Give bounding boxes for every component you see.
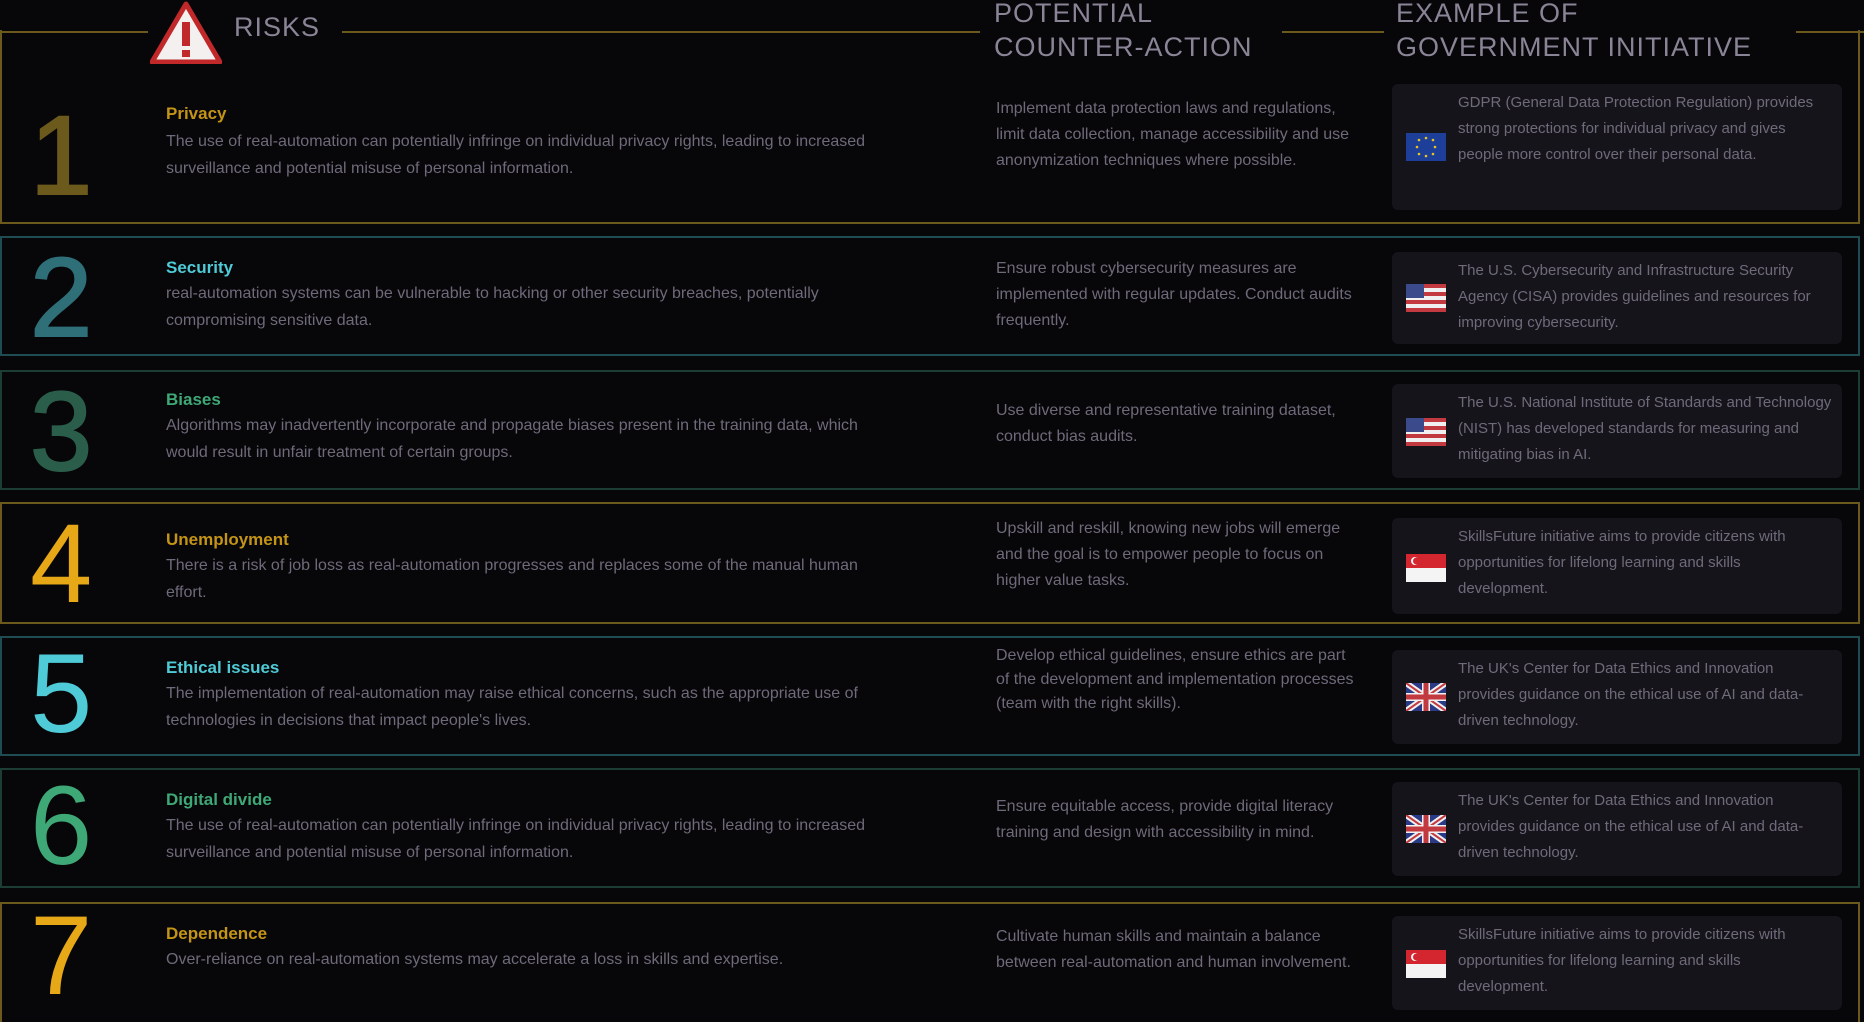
counter-action-text: Implement data protection laws and regulations, limit data collection, manage accessibility and use anonymization techniques where possible.: [996, 100, 1350, 169]
risk-row: [0, 369, 1860, 494]
initiative-text: SkillsFuture initiative aims to provide citizens with opportunities for lifelong learning and skills development.: [1458, 528, 1786, 597]
risk-description: The use of real-automation can potentially infringe on individual privacy rights, leading to increased surveillance and potential misuse of personal information.: [166, 817, 866, 861]
initiative-text: The UK's Center for Data Ethics and Innovation provides guidance on the ethical use of AI and data-driven technology.: [1458, 792, 1804, 861]
initiative-card: [1392, 84, 1842, 210]
initiative-card: [1392, 650, 1842, 744]
uk-flag-icon: [1406, 815, 1446, 843]
initiative-text: The U.S. National Institute of Standards and Technology (NIST) has developed standards for measuring and mitigating bias in AI.: [1458, 394, 1832, 463]
risk-title: Unemployment: [166, 530, 289, 549]
initiative-card: [1392, 916, 1842, 1010]
sg-flag-icon: [1406, 950, 1446, 978]
risk-description: Over-reliance on real-automation systems may accelerate a loss in skills and expertise.: [166, 951, 784, 968]
risk-row: [0, 893, 1860, 1022]
risk-title: Digital divide: [166, 790, 272, 809]
risk-title: Privacy: [166, 104, 227, 123]
risk-number: 7: [30, 893, 93, 1018]
initiative-text: The UK's Center for Data Ethics and Innovation provides guidance on the ethical use of AI and data-driven technology.: [1458, 660, 1804, 729]
risk-row: [0, 30, 1860, 224]
risk-description: The implementation of real-automation may raise ethical concerns, such as the appropriate use of technologies in decisions that impact people's lives.: [166, 685, 858, 729]
risk-number: 3: [30, 369, 93, 494]
counter-action-text: Ensure equitable access, provide digital literacy training and design with accessibility in mind.: [996, 798, 1334, 841]
initiative-text: GDPR (General Data Protection Regulation) provides strong protections for individual privacy and gives people more control over their personal data.: [1458, 94, 1814, 163]
counter-action-text: Cultivate human skills and maintain a balance between real-automation and human involvement.: [996, 928, 1351, 971]
risk-description: Algorithms may inadvertently incorporate and propagate biases present in the training data, which would result in unfair treatment of certain groups.: [166, 417, 858, 461]
risk-title: Dependence: [166, 924, 268, 943]
us-flag-icon: [1406, 284, 1446, 312]
risk-number: 2: [30, 235, 93, 360]
initiative-text: The U.S. Cybersecurity and Infrastructure Security Agency (CISA) provides guidelines and resources for improving cybersecurity.: [1458, 262, 1811, 331]
initiative-card: [1392, 782, 1842, 876]
eu-flag-icon: [1406, 133, 1446, 161]
header-counter-action: POTENTIAL COUNTER-ACTION: [994, 0, 1253, 62]
risk-number: 5: [30, 631, 93, 756]
risk-description: The use of real-automation can potentially infringe on individual privacy rights, leading to increased surveillance and potential misuse of personal information.: [166, 133, 866, 177]
risk-row: [0, 763, 1860, 888]
initiative-card: [1392, 384, 1842, 478]
risk-description: There is a risk of job loss as real-automation progresses and replaces some of the manual human effort.: [166, 557, 858, 601]
risk-number: 4: [30, 501, 93, 626]
initiative-text: SkillsFuture initiative aims to provide citizens with opportunities for lifelong learning and skills development.: [1458, 926, 1786, 995]
counter-action-text: Develop ethical guidelines, ensure ethics are part of the development and implementation processes (team with the right skills).: [996, 647, 1354, 712]
risk-title: Biases: [166, 390, 221, 409]
header-risks: RISKS: [234, 12, 321, 42]
sg-flag-icon: [1406, 554, 1446, 582]
us-flag-icon: [1406, 418, 1446, 446]
risk-row: [0, 235, 1860, 360]
header-government-initiative: EXAMPLE OF GOVERNMENT INITIATIVE: [1396, 0, 1753, 62]
counter-action-text: Ensure robust cybersecurity measures are implemented with regular updates. Conduct audits frequently.: [996, 260, 1352, 329]
uk-flag-icon: [1406, 683, 1446, 711]
counter-action-text: Upskill and reskill, knowing new jobs will emerge and the goal is to empower people to focus on higher value tasks.: [996, 520, 1341, 589]
risk-number: 6: [30, 763, 93, 888]
initiative-card: [1392, 252, 1842, 344]
risk-title: Ethical issues: [166, 658, 280, 677]
risk-title: Security: [166, 258, 234, 277]
risk-row: [0, 502, 1860, 624]
risk-description: real-automation systems can be vulnerable to hacking or other security breaches, potentially compromising sensitive data.: [166, 285, 819, 329]
risk-row: [0, 631, 1860, 756]
risk-number: 1: [30, 93, 93, 218]
counter-action-text: Use diverse and representative training dataset, conduct bias audits.: [996, 402, 1336, 445]
initiative-card: [1392, 518, 1842, 614]
